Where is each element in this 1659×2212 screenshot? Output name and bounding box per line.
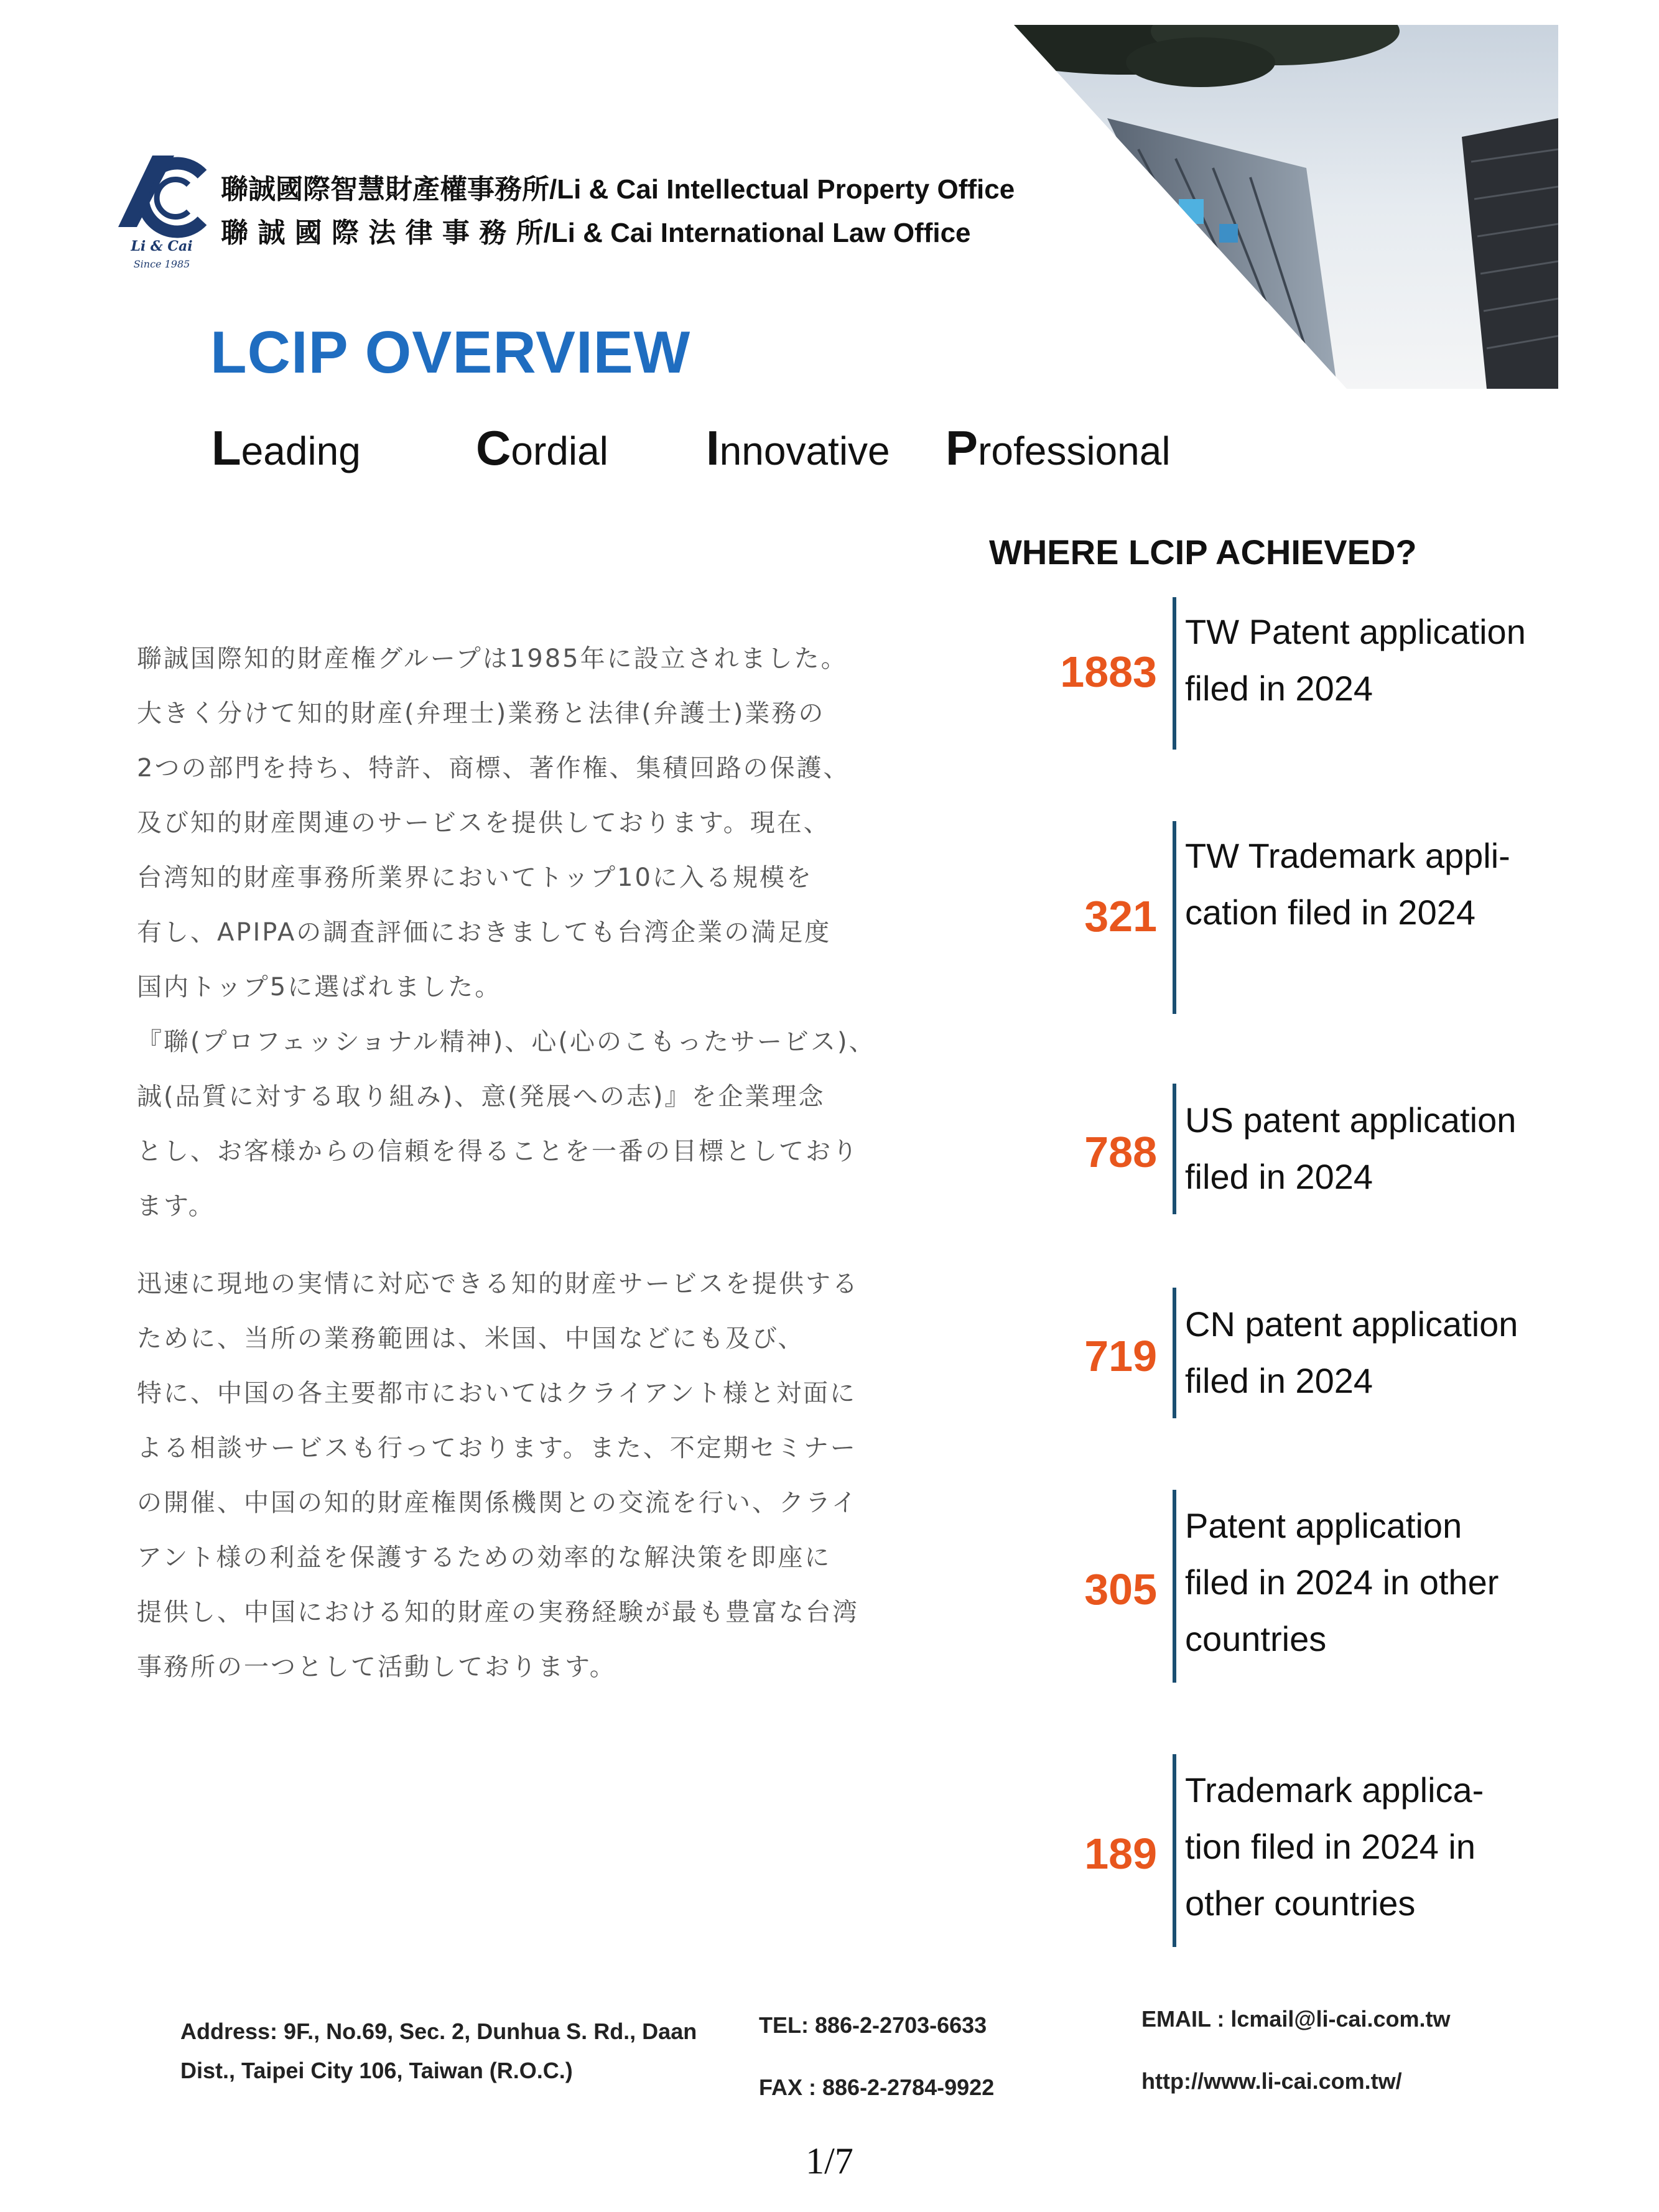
intro-paragraph-1	[137, 631, 970, 1234]
stat-divider-bar	[1173, 1490, 1176, 1683]
motto-cap: I	[706, 421, 720, 475]
stat-label-cn-patent	[1185, 1296, 1518, 1409]
footer-email[interactable]: EMAIL : lcmail@li-cai.com.tw	[1141, 2006, 1451, 2032]
stat-label-line: other countries	[1185, 1884, 1416, 1923]
stat-label-line: Patent application	[1185, 1506, 1462, 1545]
stat-label-line: US patent application	[1185, 1100, 1517, 1140]
motto-leading	[211, 420, 361, 476]
stat-label-line: filed in 2024	[1185, 1157, 1373, 1196]
stat-label-line: tion filed in 2024 in	[1185, 1827, 1476, 1866]
svg-text:Li & Cai: Li & Cai	[131, 238, 193, 254]
motto-rest: ordial	[511, 429, 608, 473]
text-line: ために、当所の業務範囲は、米国、中国などにも及び、	[137, 1324, 805, 1353]
text-line: 事務所の一つとして活動しております。	[137, 1653, 616, 1681]
text-line: ます。	[137, 1192, 215, 1220]
stat-label-line: Trademark applica-	[1185, 1770, 1484, 1810]
header-building-photo	[1014, 25, 1558, 389]
text-line: よる相談サービスも行っております。また、不定期セミナー	[137, 1434, 857, 1462]
firm-name-law-zh: 聯 誠 國 際 法 律 事 務 所	[221, 217, 544, 249]
text-line: 大きく分けて知的財産(弁理士)業務と法律(弁護士)業務の	[137, 699, 825, 728]
text-line: 特に、中国の各主要都市においてはクライアント様と対面に	[137, 1379, 857, 1408]
text-line: 『聯(プロフェッショナル精神)、心(心のこもったサービス)、	[137, 1028, 876, 1056]
motto-rest: eading	[241, 429, 361, 473]
stat-label-line: cation filed in 2024	[1185, 893, 1476, 932]
stat-divider-bar	[1173, 821, 1176, 1014]
li-cai-logo	[115, 152, 208, 277]
text-line: の開催、中国の知的財産権関係機関との交流を行い、クライ	[137, 1489, 858, 1517]
stat-label-line: filed in 2024	[1185, 669, 1373, 708]
text-line: 及び知的財産関連のサービスを提供しております。現在、	[137, 809, 830, 837]
text-line: とし、お客様からの信頼を得ることを一番の目標としており	[137, 1137, 859, 1166]
footer-tel: TEL: 886-2-2703-6633	[759, 2012, 987, 2038]
stat-value-other-trademark: 189	[1084, 1829, 1157, 1878]
stat-label-tw-patent	[1185, 603, 1526, 717]
stat-value-other-patent: 305	[1084, 1565, 1157, 1614]
footer-website-link[interactable]: http://www.li-cai.com.tw/	[1141, 2068, 1402, 2094]
stat-label-line: countries	[1185, 1619, 1327, 1658]
text-line: 台湾知的財産事務所業界においてトップ10に入る規模を	[137, 863, 813, 892]
motto-cap: C	[476, 421, 511, 475]
text-line: 迅速に現地の実情に対応できる知的財産サービスを提供する	[137, 1270, 859, 1298]
stat-label-tw-trademark	[1185, 827, 1510, 941]
motto-innovative	[706, 420, 890, 476]
motto-cap: L	[211, 421, 241, 475]
stat-label-line: filed in 2024 in other	[1185, 1563, 1499, 1602]
text-line: アント様の利益を保護するための効率的な解決策を即座に	[137, 1543, 832, 1572]
stat-label-other-trademark	[1185, 1762, 1484, 1931]
stat-value-cn-patent: 719	[1084, 1332, 1157, 1380]
svg-text:Since 1985: Since 1985	[133, 258, 190, 270]
stat-label-other-patent	[1185, 1497, 1499, 1667]
firm-name-law-en: /Li & Cai International Law Office	[543, 218, 971, 248]
stat-divider-bar	[1173, 1084, 1176, 1214]
stat-value-tw-trademark: 321	[1084, 892, 1157, 941]
firm-name-ip-en: /Li & Cai Intellectual Property Office	[549, 174, 1015, 205]
motto-cordial	[476, 420, 608, 476]
stat-label-line: CN patent application	[1185, 1304, 1518, 1344]
stat-value-tw-patent: 1883	[1060, 648, 1157, 696]
firm-name-law-office	[221, 210, 971, 250]
text-line: 有し、APIPAの調査評価におきましても台湾企業の満足度	[137, 918, 832, 947]
stat-divider-bar	[1173, 597, 1176, 750]
text-line: 聯誠国際知的財産権グループは1985年に設立されました。	[137, 644, 848, 673]
firm-name-ip-office	[221, 167, 1015, 207]
motto-professional	[946, 420, 1171, 476]
page-title: LCIP OVERVIEW	[210, 319, 691, 386]
text-line: 2つの部門を持ち、特許、商標、著作権、集積回路の保護、	[137, 754, 850, 783]
stat-label-line: filed in 2024	[1185, 1361, 1373, 1400]
motto-rest: nnovative	[719, 429, 890, 473]
achievements-heading: WHERE LCIP ACHIEVED?	[989, 532, 1417, 572]
text-line: 国内トップ5に選ばれました。	[137, 973, 502, 1001]
motto-cap: P	[946, 421, 978, 475]
stat-label-us-patent	[1185, 1092, 1516, 1205]
stat-divider-bar	[1173, 1288, 1176, 1418]
footer-address-line-2: Dist., Taipei City 106, Taiwan (R.O.C.)	[180, 2058, 573, 2083]
stat-value-us-patent: 788	[1084, 1128, 1157, 1176]
stat-divider-bar	[1173, 1754, 1176, 1947]
text-line: 提供し、中国における知的財産の実務経験が最も豊富な台湾	[137, 1598, 859, 1627]
footer-fax: FAX : 886-2-2784-9922	[759, 2075, 995, 2100]
motto-rest: rofessional	[978, 429, 1171, 473]
text-line: 誠(品質に対する取り組み)、意(発展への志)』を企業理念	[137, 1082, 825, 1111]
stat-label-line: TW Trademark appli-	[1185, 836, 1510, 875]
page-number: 1/7	[806, 2140, 853, 2182]
firm-name-ip-zh: 聯誠國際智慧財產權事務所	[221, 174, 549, 205]
footer-address-line-1: Address: 9F., No.69, Sec. 2, Dunhua S. Rd., Daan	[180, 2019, 697, 2044]
stat-label-line: TW Patent application	[1185, 612, 1526, 651]
intro-paragraph-2	[137, 1257, 970, 1694]
